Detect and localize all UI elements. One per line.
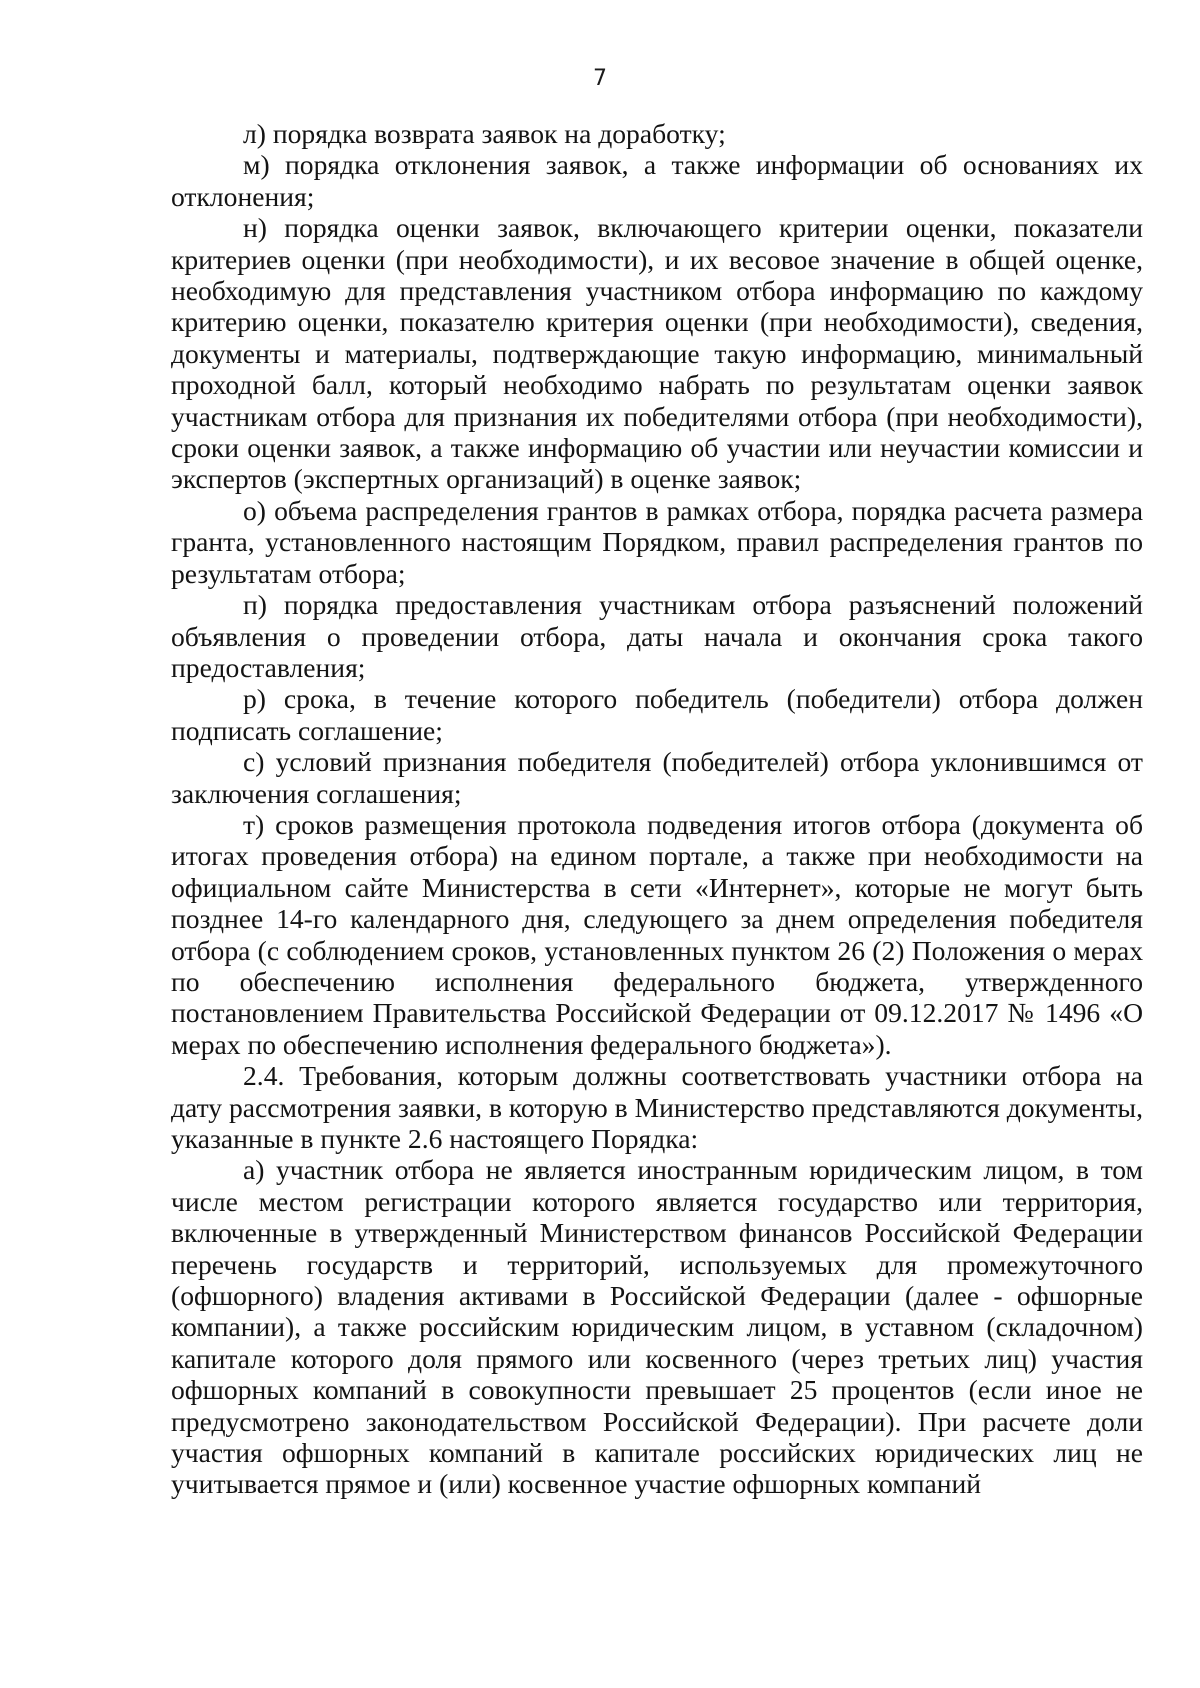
paragraph-a: а) участник отбора не является иностранным юридическим лицом, в том числе местом регистрации которого является государство или территория, включенные в утвержденный Министерством финансов Российской Федерации перечень государств и территорий, используемых для промежуточного (офшорного) владения активами в Российской Федерации (далее - офшорные компании), а также российским юридическим лицом, в уставном (складочном) капитале которого доля прямого или косвенного (через третьих лиц) участия офшорных компаний в совокупности превышает 25 процентов (если иное не предусмотрено законодательством Российской Федерации). При расчете доли участия офшорных компаний в капитале российских юридических лиц не учитывается прямое и (или) косвенное участие офшорных компаний	[171, 1154, 1143, 1500]
paragraph-n: н) порядка оценки заявок, включающего критерии оценки, показатели критериев оценки (при необходимости), и их весовое значение в общей оценке, необходимую для представления участником отбора информацию по каждому критерию оценки, показателю критерия оценки (при необходимости), сведения, документы и материалы, подтверждающие такую информацию, минимальный проходной балл, который необходимо набрать по результатам оценки заявок участникам отбора для признания их победителями отбора (при необходимости), сроки оценки заявок, а также информацию об участии или неучастии комиссии и экспертов (экспертных организаций) в оценке заявок;	[171, 212, 1143, 495]
paragraph-o: о) объема распределения грантов в рамках отбора, порядка расчета размера гранта, установленного настоящим Порядком, правил распределения грантов по результатам отбора;	[171, 494, 1143, 589]
paragraph-m: м) порядка отклонения заявок, а также информации об основаниях их отклонения;	[171, 149, 1143, 212]
paragraph-l: л) порядка возврата заявок на доработку;	[243, 118, 726, 149]
paragraph-2-4: 2.4. Требования, которым должны соответствовать участники отбора на дату рассмотрения заявки, в которую в Министерство представляются документы, указанные в пункте 2.6 настоящего Порядка:	[171, 1060, 1143, 1154]
paragraph-t: т) сроков размещения протокола подведения итогов отбора (документа об итогах проведения отбора) на едином портале, а также при необходимости на официальном сайте Министерства в сети «Интернет», которые не могут быть позднее 14-го календарного дня, следующего за днем определения победителя отбора (с соблюдением сроков, установленных пунктом 26 (2) Положения о мерах по обеспечению исполнения федерального бюджета, утвержденного постановлением Правительства Российской Федерации от 09.12.2017 № 1496 «О мерах по обеспечению исполнения федерального бюджета»).	[171, 808, 1143, 1060]
document-body	[171, 118, 1143, 1500]
paragraph-s: с) условий признания победителя (победителей) отбора уклонившимся от заключения соглашения;	[171, 746, 1143, 809]
paragraph-r: р) срока, в течение которого победитель (победители) отбора должен подписать соглашение;	[171, 683, 1143, 746]
page-number: 7	[593, 66, 607, 91]
paragraph-p: п) порядка предоставления участникам отбора разъяснений положений объявления о проведении отбора, даты начала и окончания срока такого предоставления;	[171, 589, 1143, 683]
